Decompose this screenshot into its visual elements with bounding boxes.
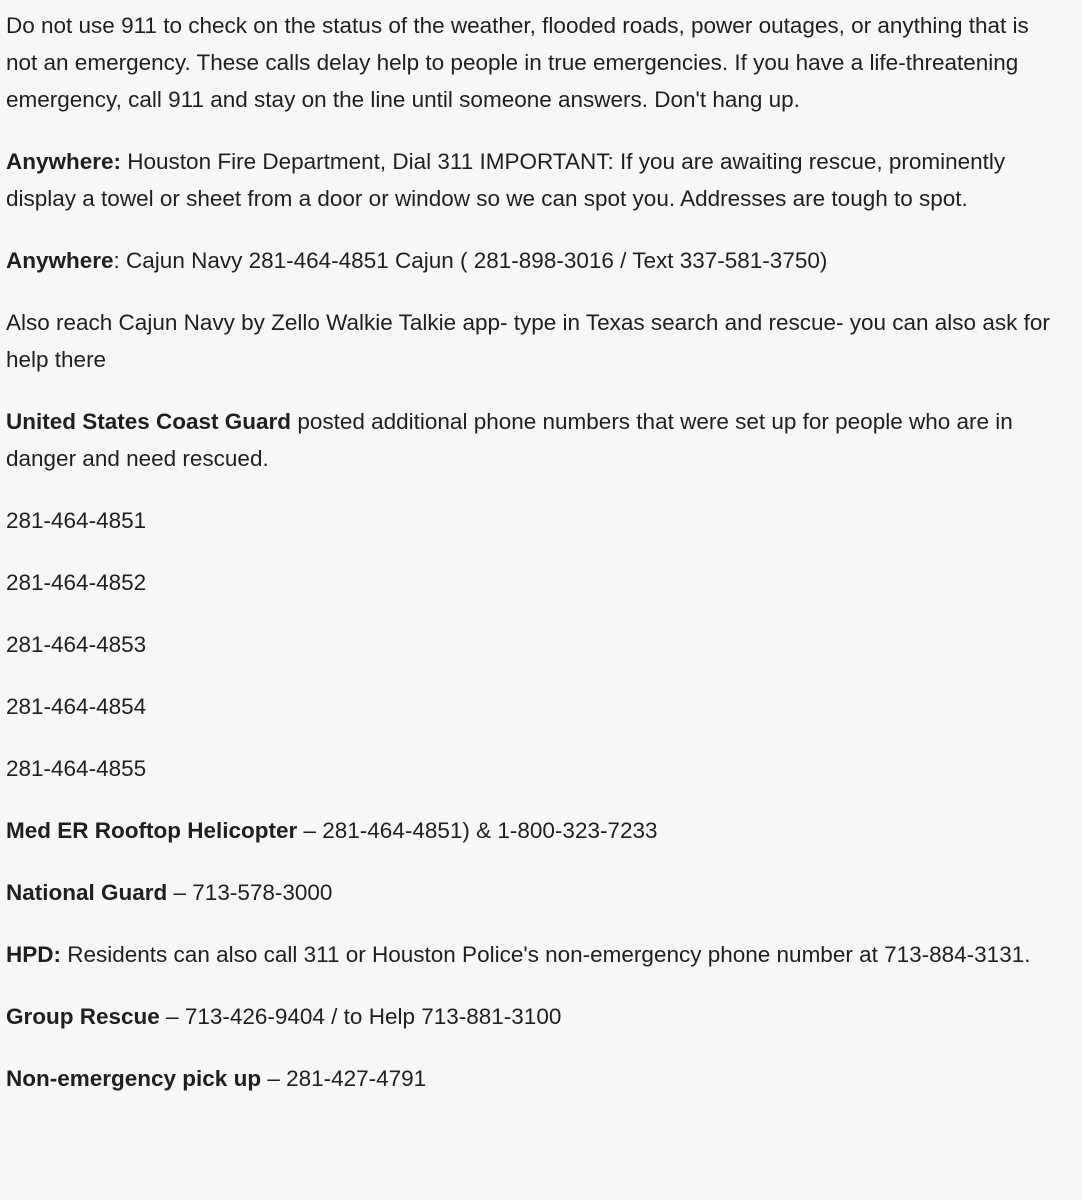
hpd-text: Residents can also call 311 or Houston Police's non-emergency phone number at 713-884-3131. — [61, 942, 1031, 967]
med-er-text: – 281-464-4851) & 1-800-323-7233 — [297, 818, 658, 843]
zello-text: Also reach Cajun Navy by Zello Walkie Talkie app- type in Texas search and rescue- you can also ask for help there — [6, 310, 1050, 372]
med-er-label: Med ER Rooftop Helicopter — [6, 818, 298, 843]
anywhere-hfd-paragraph — [6, 143, 1056, 217]
coast-guard-label: United States Coast Guard — [6, 409, 292, 434]
phone-number-item: 281-464-4851 — [6, 508, 147, 533]
hpd-paragraph — [6, 936, 1056, 973]
group-rescue-paragraph — [6, 998, 1056, 1035]
intro-paragraph — [6, 7, 1056, 118]
coast-guard-text: posted additional phone numbers that were set up for people who are in danger and need rescued. — [6, 409, 1013, 471]
anywhere-hfd-text: Houston Fire Department, Dial 311 IMPORTANT: If you are awaiting rescue, prominently display a towel or sheet from a door or window so we can spot you. Addresses are tough to spot. — [6, 149, 1006, 211]
group-rescue-label: Group Rescue — [6, 1004, 160, 1029]
article-body — [6, 7, 1056, 1122]
national-guard-paragraph — [6, 874, 1056, 911]
phone-number-item: 281-464-4855 — [6, 756, 147, 781]
phone-number-item: 281-464-4854 — [6, 694, 147, 719]
intro-text: Do not use 911 to check on the status of the weather, flooded roads, power outages, or anything that is not an emergency. These calls delay help to people in true emergencies. If you have a life-threatening emergency, call 911 and stay on the line until someone answers. Don't hang up. — [6, 13, 1029, 112]
non-emergency-paragraph — [6, 1060, 1056, 1097]
med-er-paragraph — [6, 812, 1056, 849]
non-emergency-label: Non-emergency pick up — [6, 1066, 262, 1091]
anywhere-hfd-label: Anywhere: — [6, 149, 122, 174]
anywhere-cajun-label: Anywhere — [6, 248, 114, 273]
national-guard-text: – 713-578-3000 — [167, 880, 333, 905]
phone-number-item: 281-464-4852 — [6, 570, 147, 595]
national-guard-label: National Guard — [6, 880, 168, 905]
zello-paragraph — [6, 304, 1056, 378]
group-rescue-text: – 713-426-9404 / to Help 713-881-3100 — [159, 1004, 562, 1029]
coast-guard-paragraph — [6, 403, 1056, 477]
phone-number-item: 281-464-4853 — [6, 632, 147, 657]
hpd-label: HPD: — [6, 942, 61, 967]
non-emergency-text: – 281-427-4791 — [261, 1066, 427, 1091]
anywhere-cajun-paragraph — [6, 242, 1056, 279]
anywhere-cajun-text: : Cajun Navy 281-464-4851 Cajun ( 281-898-3016 / Text 337-581-3750) — [113, 248, 828, 273]
